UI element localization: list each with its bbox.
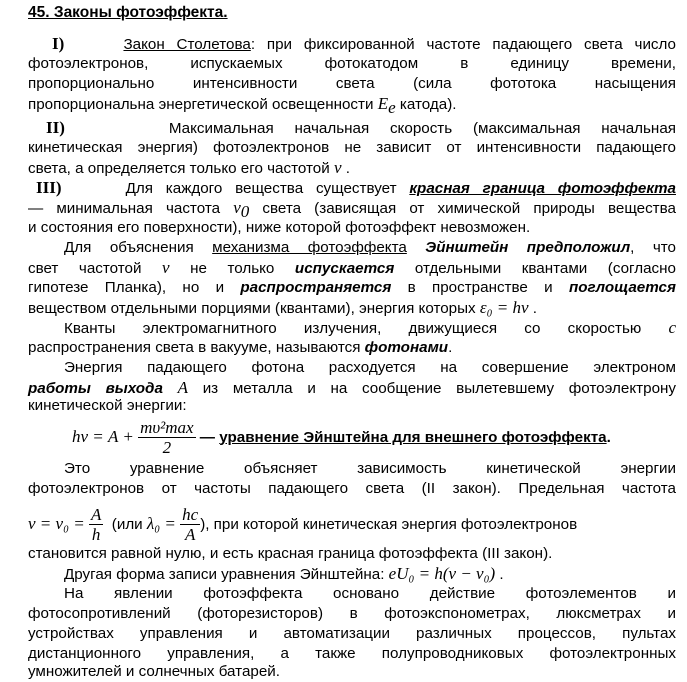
applications-line1: На явлении фотоэффекта основано действие фотоэлементов и (64, 585, 676, 602)
law3-line1: III) Для каждого вещества существует красная граница фотоэффекта (36, 178, 676, 197)
applications-line3: устройствах управления и автоматизации различных процессов, пультах (28, 625, 676, 642)
einstein-p1-line4: веществом отдельными порциями (квантами), энергия которых ε₀ = hν . (28, 298, 537, 317)
law3-line3: и состояния его поверхности), ниже которой фотоэффект невозможен. (28, 219, 531, 236)
applications-line4: дистанционного управления, а также полупроводниковых фотоэлектронных (28, 645, 676, 662)
law2-line3: света, а определяется только его частотой ν . (28, 158, 350, 177)
page-title: 45. Законы фотоэффекта. (28, 4, 228, 21)
einstein-p2-line2: распространения света в вакууме, называются фотонами. (28, 339, 453, 356)
red-boundary-term: красная граница фотоэффекта (409, 180, 676, 197)
law1-line3: пропорционально интенсивности света (сила фототока насыщения (28, 75, 676, 92)
equation-caption: уравнение Эйнштейна для внешнего фотоэффекта (219, 428, 607, 446)
applications-line5: умножителей и солнечных батарей. (28, 663, 281, 680)
einstein-p1-line2: свет частотой ν не только испускается отдельными квантами (согласно (28, 258, 676, 277)
explain-line5: Другая форма записи уравнения Эйнштейна: eU₀ = h(ν − ν₀) . (64, 564, 504, 583)
einstein-p1-line3: гипотезе Планка), но и распространяется в пространстве и поглощается (28, 279, 676, 296)
law2-line2: кинетическая энергия) фотоэлектронов не зависит от интенсивности падающего (28, 139, 676, 156)
explain-line1: Это уравнение объясняет зависимость кинетической энергии (64, 460, 676, 477)
einstein-p2-line1: Кванты электромагнитного излучения, движущиеся со скоростью c (64, 318, 676, 337)
law1-line4: пропорциональна энергетической освещенности $E_e$ катода). (28, 94, 457, 118)
applications-line2: фотосопротивлений (фоторезисторов) в фотоэкспонометрах, люксметрах и (28, 605, 676, 622)
law2-numeral: II) (46, 118, 65, 137)
law3-line2: — минимальная частота $\nu_0$ света (зависящая от химической природы вещества (28, 198, 676, 222)
einstein-p3-line1: Энергия падающего фотона расходуется на совершение электроном (64, 359, 676, 376)
law3-numeral: III) (36, 178, 62, 197)
kinetic-energy-fraction: $\frac{\text{mυ²max}}{2}$ (140, 417, 194, 457)
law2-line1: II) Максимальная начальная скорость (максимальная начальная (46, 118, 676, 137)
law1-line2: фотоэлектронов, испускаемых фотокатодом в единицу времени, (28, 55, 676, 72)
einstein-p3-line2: работы выхода A из металла и на сообщение вылетевшему фотоэлектрону (28, 378, 676, 397)
law1-line1: I) Закон Столетова: при фиксированной частоте падающего света число (52, 34, 677, 53)
explain-line2: фотоэлектронов от частоты падающего света (II закон). Предельная частота (28, 480, 676, 497)
cutoff-frequency-equation: ν = ν₀ = $\frac{A}{h}$ (или λ₀ = $\frac{hc}{A}$ ), при которой кинетическая энергия фотоэлектронов (28, 504, 578, 544)
explain-line4: становится равной нулю, и есть красная граница фотоэффекта (III закон). (28, 545, 553, 562)
einstein-p1-line1: Для объяснения механизма фотоэффекта Эйнштейн предположил, что (64, 239, 676, 256)
alt-einstein-formula: eU₀ = h(ν − ν₀) (388, 564, 496, 583)
law1-numeral: I) (52, 34, 65, 53)
einstein-p3-line3: кинетической энергии: (28, 397, 187, 414)
photon-energy-formula: ε₀ = hν (479, 298, 529, 317)
einstein-equation: hν = A + $\frac{\text{mυ²max}}{2}$ — уравнение Эйнштейна для внешнего фотоэффекта . (72, 417, 611, 457)
law1-name: Закон Столетова (123, 36, 251, 53)
